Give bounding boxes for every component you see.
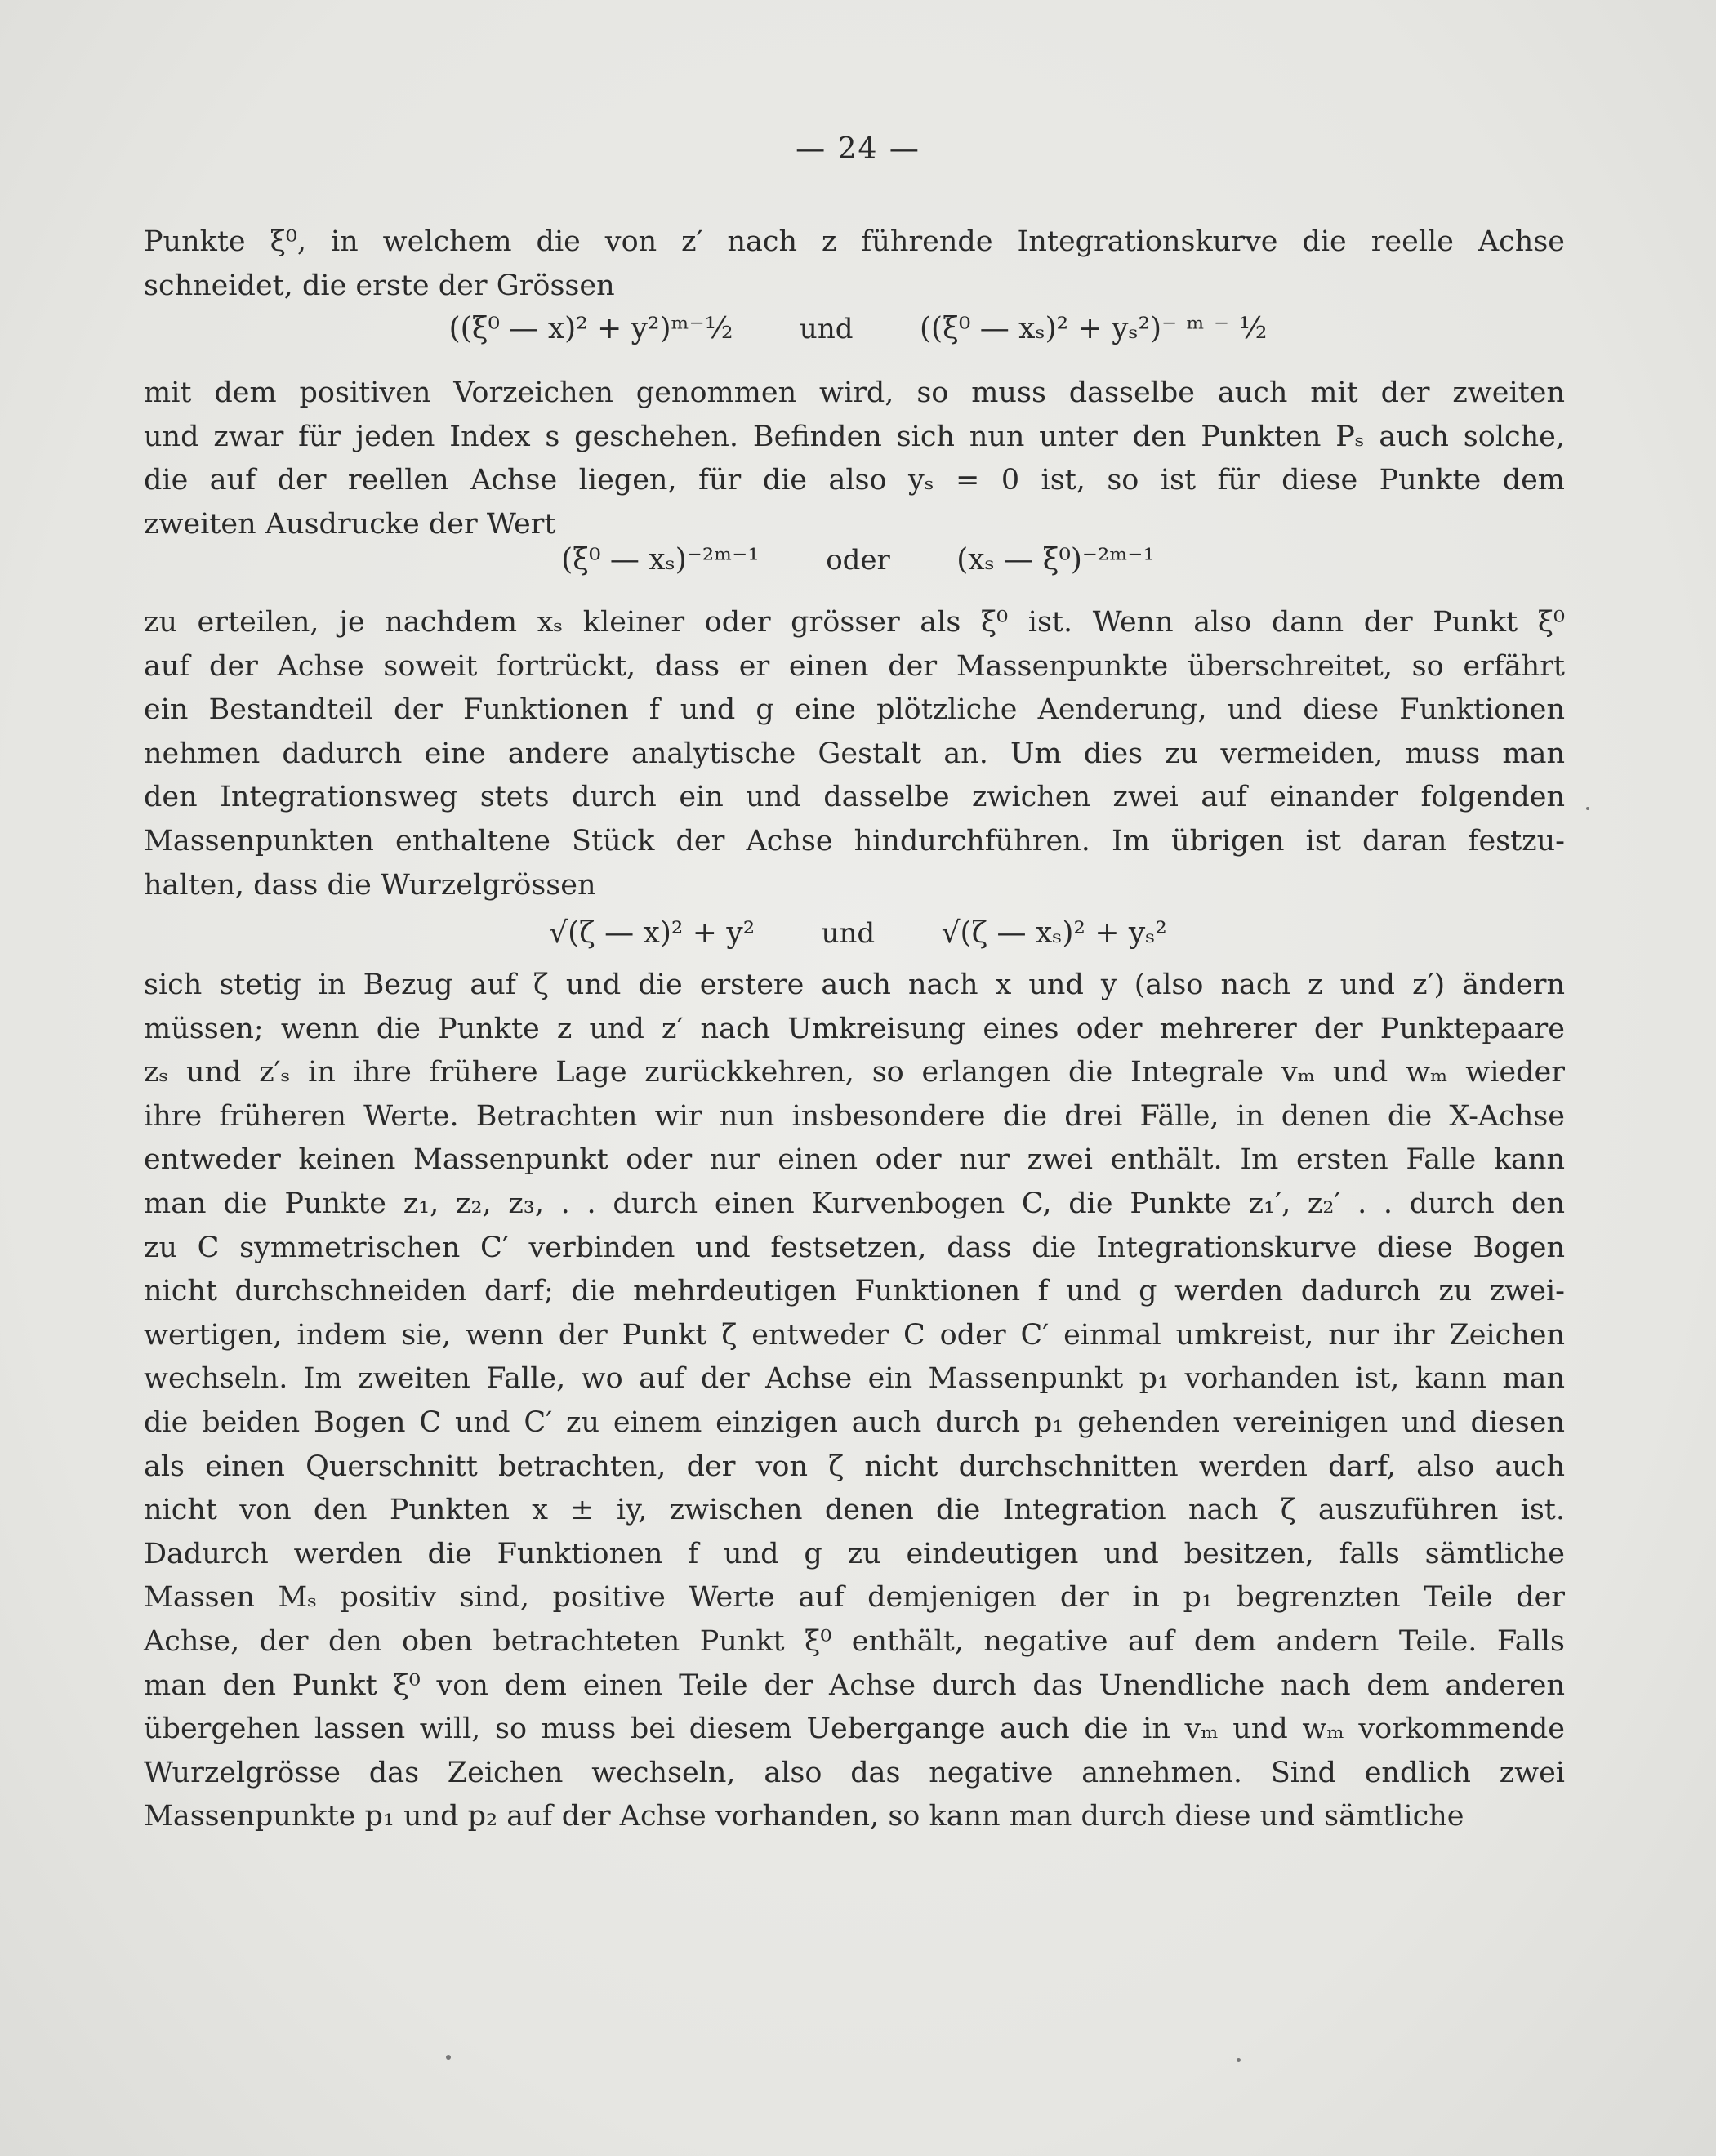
text-line: Massen Mₛ positiv sind, positive Werte auf demjenigen der in p₁ begrenzten Teile der [144, 1581, 1565, 1615]
formula-3 [0, 916, 1716, 950]
formula-right: (xₛ — ξ⁰)⁻²ᵐ⁻¹ [956, 543, 1155, 577]
text-line: übergehen lassen will, so muss bei diesem Uebergange auch die in vₘ und wₘ vorkommende [144, 1713, 1565, 1746]
text-line: wechseln. Im zweiten Falle, wo auf der Achse ein Massenpunkt p₁ vorhanden ist, kann man [144, 1362, 1565, 1396]
text-line: ein Bestandteil der Funktionen f und g eine plötzliche Aenderung, und diese Funktionen [144, 693, 1565, 727]
text-line: auf der Achse soweit fortrückt, dass er einen der Massenpunkte überschreitet, so erfährt [144, 649, 1565, 683]
text-line: nehmen dadurch eine andere analytische Gestalt an. Um dies zu vermeiden, muss man [144, 737, 1565, 770]
text-line: man die Punkte z₁, z₂, z₃, . . durch einen Kurvenbogen C, die Punkte z₁′, z₂′ . . durch den [144, 1187, 1565, 1220]
text-line: man den Punkt ξ⁰ von dem einen Teile der Achse durch das Unendliche nach dem anderen [144, 1668, 1565, 1702]
dust-speck [1586, 807, 1589, 810]
formula-connector: und [799, 313, 854, 345]
formula-left: ((ξ⁰ — x)² + y²)ᵐ⁻½ [448, 312, 733, 345]
formula-right: √(ζ — xₛ)² + yₛ² [941, 916, 1167, 950]
text-line: müssen; wenn die Punkte z und z′ nach Umkreisung eines oder mehrerer der Punktepaare [144, 1012, 1565, 1045]
formula-left: √(ζ — x)² + y² [549, 916, 755, 950]
text-line: Punkte ξ⁰, in welchem die von z′ nach z führende Integrationskurve die reelle Achse [144, 225, 1565, 258]
text-line: Massenpunkte p₁ und p₂ auf der Achse vorhanden, so kann man durch diese und sämtliche [144, 1800, 1464, 1833]
dust-speck [1237, 2058, 1241, 2062]
paragraph-3 [144, 601, 1565, 907]
text-line: zu C symmetrischen C′ verbinden und festsetzen, dass die Integrationskurve diese Bogen [144, 1231, 1565, 1264]
text-line: nicht von den Punkten x ± iy, zwischen denen die Integration nach ζ auszuführen ist. [144, 1494, 1565, 1527]
text-line: mit dem positiven Vorzeichen genommen wird, so muss dasselbe auch mit der zweiten [144, 376, 1565, 409]
text-line: sich stetig in Bezug auf ζ und die erstere auch nach x und y (also nach z und z′) ändern [144, 969, 1565, 1001]
text-line: schneidet, die erste der Grössen [144, 269, 615, 302]
text-line: den Integrationsweg stets durch ein und dasselbe zwichen zwei auf einander folgenden [144, 781, 1565, 814]
text-line: und zwar für jeden Index s geschehen. Befinden sich nun unter den Punkten Pₛ auch solche, [144, 420, 1565, 453]
paragraph-4 [144, 964, 1565, 1839]
page-number: — 24 — [796, 132, 920, 166]
formula-2 [0, 543, 1716, 577]
formula-left: (ξ⁰ — xₛ)⁻²ᵐ⁻¹ [561, 543, 760, 577]
formula-connector: und [821, 917, 876, 950]
formula-right: ((ξ⁰ — xₛ)² + yₛ²)⁻ ᵐ ⁻ ½ [919, 312, 1268, 345]
text-line: zₛ und z′ₛ in ihre frühere Lage zurückkehren, so erlangen die Integrale vₘ und wₘ wieder [144, 1056, 1565, 1089]
formula-1 [0, 312, 1716, 345]
text-line: zweiten Ausdrucke der Wert [144, 507, 556, 541]
text-line: als einen Querschnitt betrachten, der von ζ nicht durchschnitten werden darf, also auch [144, 1450, 1565, 1483]
paragraph-1 [144, 220, 1565, 308]
text-line: Dadurch werden die Funktionen f und g zu eindeutigen und besitzen, falls sämtliche [144, 1537, 1565, 1570]
text-line: die beiden Bogen C und C′ zu einem einzigen auch durch p₁ gehenden vereinigen und diesen [144, 1405, 1565, 1439]
paragraph-2 [144, 372, 1565, 546]
text-line: Achse, der den oben betrachteten Punkt ξ⁰ enthält, negative auf dem andern Teile. Falls [144, 1624, 1565, 1658]
text-line: zu erteilen, je nachdem xₛ kleiner oder grösser als ξ⁰ ist. Wenn also dann der Punkt ξ⁰ [144, 606, 1565, 639]
text-line: Wurzelgrösse das Zeichen wechseln, also das negative annehmen. Sind endlich zwei [144, 1756, 1565, 1789]
text-line: entweder keinen Massenpunkt oder nur einen oder nur zwei enthält. Im ersten Falle kann [144, 1143, 1565, 1177]
text-line: Massenpunkten enthaltene Stück der Achse hindurchführen. Im übrigen ist daran festzu- [144, 824, 1565, 858]
text-line: die auf der reellen Achse liegen, für die also yₛ = 0 ist, so ist für diese Punkte dem [144, 464, 1565, 497]
text-line: ihre früheren Werte. Betrachten wir nun insbesondere die drei Fälle, in denen die X-Achse [144, 1099, 1565, 1133]
dust-speck [446, 2055, 451, 2060]
text-line: nicht durchschneiden darf; die mehrdeutigen Funktionen f und g werden dadurch zu zwei- [144, 1275, 1565, 1308]
formula-connector: oder [826, 544, 890, 577]
text-line: wertigen, indem sie, wenn der Punkt ζ entweder C oder C′ einmal umkreist, nur ihr Zeichen [144, 1318, 1565, 1352]
text-line: halten, dass die Wurzelgrössen [144, 868, 596, 902]
